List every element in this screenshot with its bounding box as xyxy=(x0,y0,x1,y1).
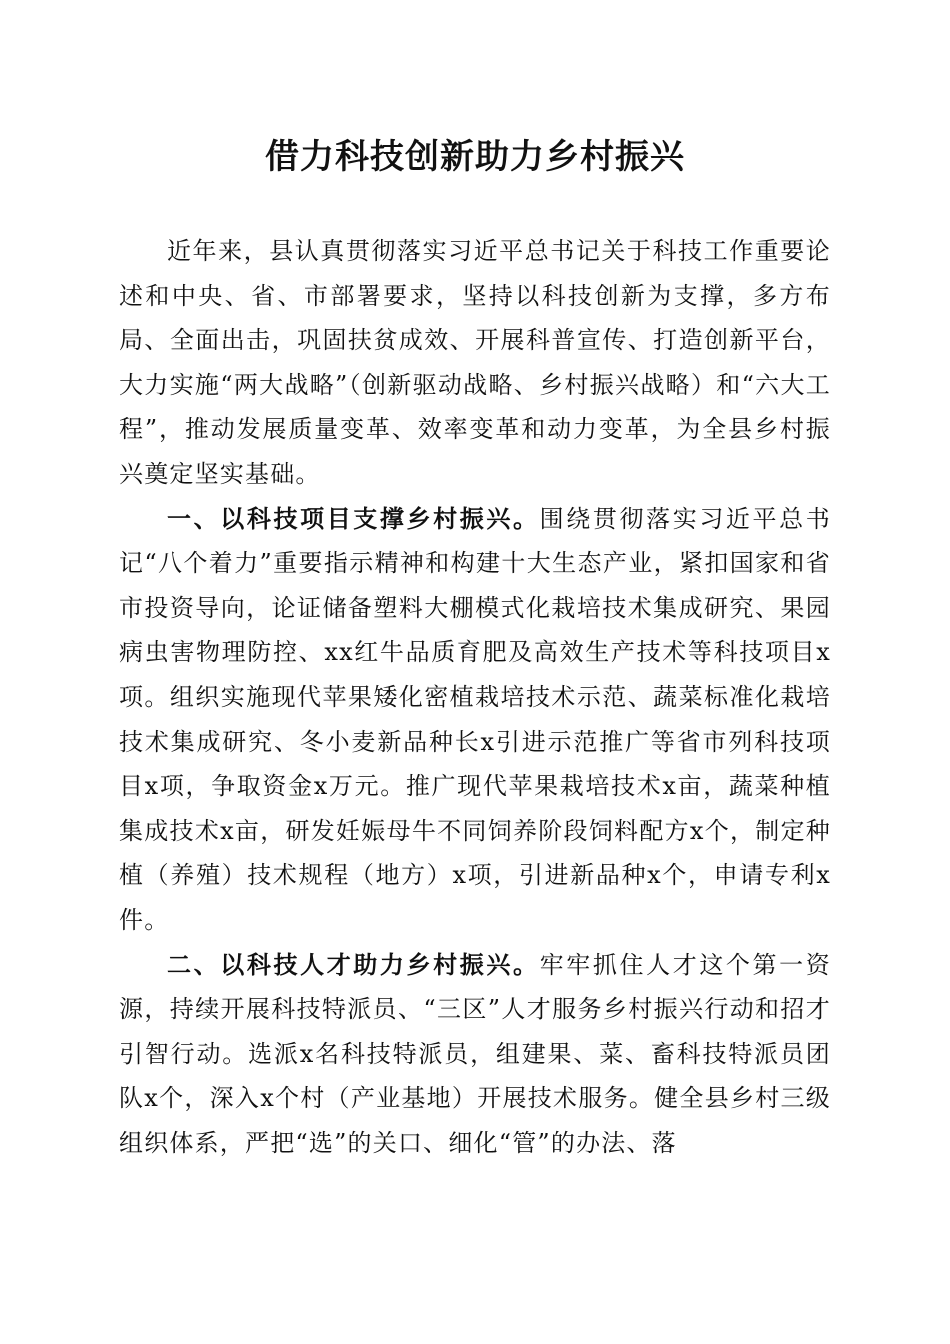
intro-paragraph-text: 近年来，县认真贯彻落实习近平总书记关于科技工作重要论述和中央、省、市部署要求，坚持以科技创新为支撑，多方布局、全面出击，巩固扶贫成效、开展科普宣传、打造创新平台，大力实施“两大战略”（创新驱动战略、乡村振兴战略）和“六大工程”，推动发展质量变革、效率变革和动力变革，为全县乡村振兴奠定坚实基础。 xyxy=(119,237,831,488)
section-one-text: 围绕贯彻落实习近平总书记“八个着力”重要指示精神和构建十大生态产业，紧扣国家和省市投资导向，论证储备塑料大棚模式化栽培技术集成研究、果园病虫害物理防控、xx红牛品质育肥及高效生产技术等科技项目x项。组织实施现代苹果矮化密植栽培技术示范、蔬菜标准化栽培技术集成研究、冬小麦新品种长x引进示范推广等省市列科技项目x项，争取资金x万元。推广现代苹果栽培技术x亩，蔬菜种植集成技术x亩，研发妊娠母牛不同饲养阶段饲料配方x个，制定种植（养殖）技术规程（地方）x项，引进新品种x个，申请专利x件。 xyxy=(119,504,831,934)
document-title: 借力科技创新助力乡村振兴 xyxy=(265,137,685,177)
section-one-paragraph xyxy=(119,497,831,943)
section-two-text: 牢牢抓住人才这个第一资源，持续开展科技特派员、“三区”人才服务乡村振兴行动和招才引智行动。选派x名科技特派员，组建果、菜、畜科技特派员团队x个，深入x个村（产业基地）开展技术服务。健全县乡村三级组织体系，严把“选”的关口、细化“管”的办法、落 xyxy=(119,950,831,1157)
section-two-heading: 二、以科技人才助力乡村振兴。 xyxy=(167,949,540,979)
document-body xyxy=(119,229,831,1165)
intro-paragraph xyxy=(119,229,831,497)
section-one-heading: 一、以科技项目支撑乡村振兴。 xyxy=(167,503,540,533)
section-two-paragraph xyxy=(119,943,831,1166)
